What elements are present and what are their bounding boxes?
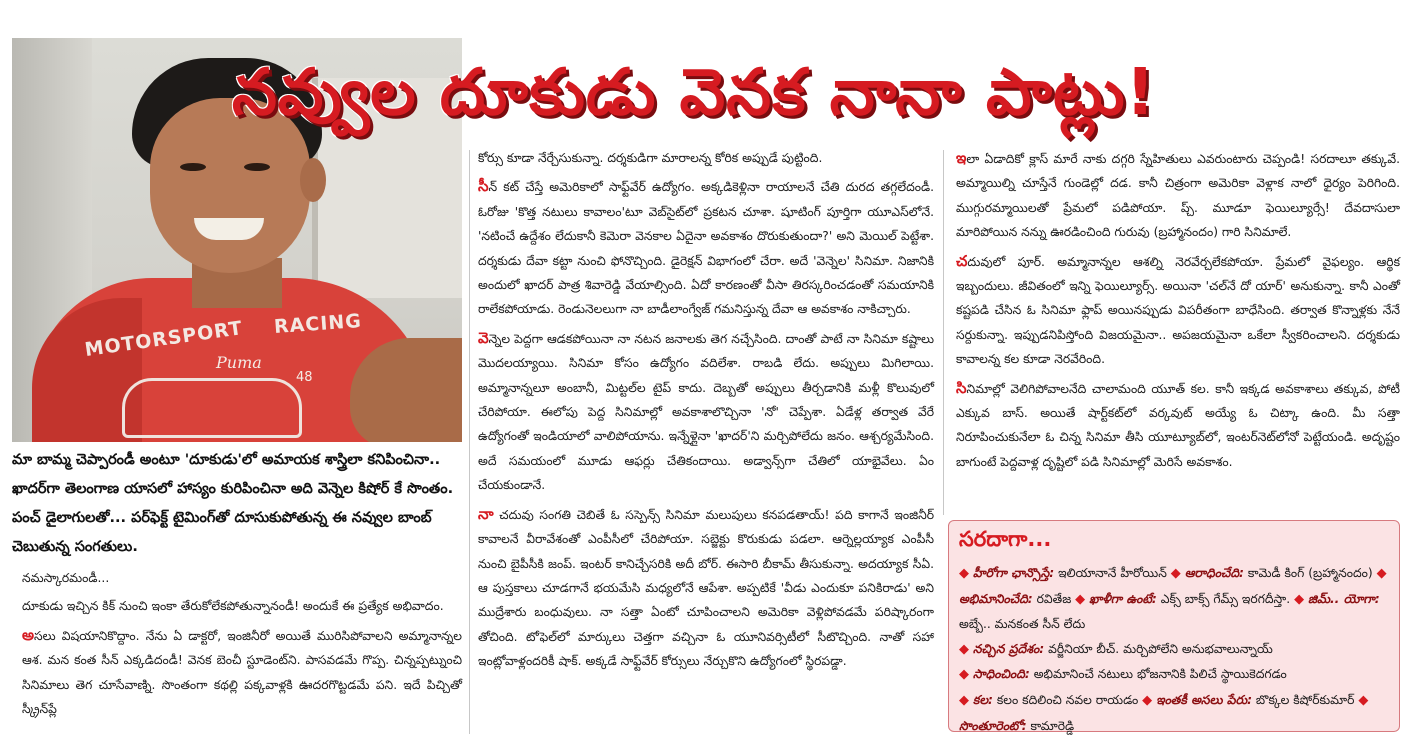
fact-label: అభిమానించేది: [959,591,1033,606]
dropcap: సీ [478,177,489,196]
diamond-bullet-icon: ◆ [1376,566,1387,581]
paragraph-text: దువులో పూర్. అమ్మానాన్నల ఆశల్ని నెరవేర్చలేకపోయా. ప్రేమలో వైఫల్యం. ఆర్థిక ఇబ్బందులు. జీవితంలో ఇన్ని ఫెయిల్యూర్స్. అయినా 'చల్‌నే దో యార్' అనుకున్నా. కానీ ఎంతో కష్టపడి చేసిన ఓ సినిమా ఫ్లాప్ అయినప్పుడు విపరీతంగా బాధేసింది. తర్వాత కొన్నాళ్లకు నేనే సర్దుకున్నా. ఇప్పుడనిపిస్తోంది విజయమైనా.. అపజయమైనా ఒకేలా స్వీకరించాలని. దర్శకుడు కావాలన్న కల కూడా నెరవేరింది. [956,254,1400,367]
diamond-bullet-icon: ◆ [1294,591,1305,607]
paragraph [478,502,934,674]
fact-label: హీరోగా ఛాన్సొస్తే: [972,566,1055,580]
paragraph [22,623,462,722]
photo-smile [194,218,264,240]
fun-facts-box [948,520,1400,732]
diamond-bullet-icon: ◆ [1142,692,1153,708]
dropcap: అ [22,625,35,644]
fact-text: రవితేజ [1032,591,1072,606]
photo-ear [300,158,326,202]
diamond-bullet-icon: ◆ [1075,591,1086,607]
fact-label: ఆరాధించేది: [1184,566,1244,580]
fact-text: కామారెడ్డి [1026,718,1075,733]
paragraph-text: కోర్సు కూడా నేర్చేసుకున్నా. దర్శకుడిగా మారాలన్న కోరిక అప్పుడే పుట్టింది. [478,151,823,165]
fact-label: నచ్చిన ప్రదేశం: [972,641,1045,656]
fact-text: బొక్కల కిషోర్‌కుమార్ [1252,692,1355,707]
shirt-print-car-icon [122,378,302,438]
dropcap: నా [478,504,494,523]
paragraph [22,594,462,618]
paragraph-text: చదువు సంగతి చెబితే ఓ సస్పెన్స్ సినిమా మలుపులు కనపడతాయ్! పది కాగానే ఇంజినీర్ కావాలనే వీరావేశంతో ఎంపీసీలో చేరిపోయా. సబ్జెక్టు కొరుకుడు పడలా. ఆర్నెల్లయ్యాక ఎంపీసీ నుంచి బైపీసీకి జంప్. ఇంటర్ కానిచ్చేసరికి అదీ బోర్. ఈసారి బీకామ్ తీసుకున్నా. అదయ్యాక సీఏ. ఆ పుస్తకాలు చూడగానే భయమేసి మధ్యలోనే ఆపేశా. అప్పటికే 'వీడు ఎందుకూ పనికిరాడు' అని ముద్రేశారు బంధువులు. నా సత్తా ఏంటో చూపించాలని అమెరికా వెళ్లిపోవడమే పరిష్కారంగా తోచింది. టోఫెల్‌లో మార్కులు చెత్తగా వచ్చినా ఓ యూనివర్సిటీలో సీటొచ్చింది. నాతో సహా ఇంట్లోవాళ్లందరికీ షాక్. అక్కడే సాఫ్ట్‌వేర్ కోర్సులు నేర్చుకొని ఉద్యోగంలో స్థిరపడ్డా. [478,507,934,669]
diamond-bullet-icon: ◆ [1358,692,1369,708]
paragraph-text: న్నెల పెద్దగా ఆడకపోయినా నా నటన జనాలకు తెగ నచ్చేసింది. దాంతో పాటే నా సినిమా కష్టాలు మొదలయ్యాయి. సినిమా కోసం ఉద్యోగం వదిలేశా. రాబడి లేదు. అప్పులు మిగిలాయి. అమ్మానాన్నలూ అంబానీ, మిట్టల్‌ల టైప్ కాదు. దెబ్బతో అప్పులు తీర్చడానికి మళ్లీ కొలువులో చేరిపోయా. ఈలోపు పెద్ద సినిమాల్లో అవకాశాలొచ్చినా 'నో' చెప్పేశా. ఏడేళ్ల తర్వాత వేరే ఉద్యోగంతో ఇండియాలో వాలిపోయాను. ఇన్నేళ్లైనా 'ఖాదర్'ని మర్చిపోలేదు జనం. ఆశ్చర్యమేసింది. అదే సమయంలో మూడు ఆఫర్లు చేతికందాయి. అడ్వాన్స్‌గా చేతిలో యాభైవేలు. ఏం చేయకుండానే. [478,331,934,493]
fact-text: అబ్బే.. మనకంత సీన్ లేదు [959,617,1086,632]
fact-label: జిమ్.. యోగా: [1307,591,1380,606]
fun-facts-title: సరదాగా... [959,527,1052,551]
dropcap: ఇ [956,149,967,167]
fact-label: సొంతూరెంటో: [959,718,1027,733]
fun-facts-list [959,561,1389,737]
fact-label: ఇంతకీ అసలు పేరు: [1156,692,1252,707]
fact-label: కల: [972,692,993,707]
paragraph [478,146,934,170]
diamond-bullet-icon: ◆ [959,566,969,581]
article-headline: నవ్వుల దూకుడు వెనక నానా పాట్లు! [232,56,1156,130]
shirt-print-number: 48 [296,370,313,385]
shirt-print-racing: RACING [273,309,363,339]
fact-text: అభిమానించే నటులు భోజనానికి పిలిచే స్థాయికెదగడం [1029,667,1287,682]
article-intro: మా బామ్మ చెప్పారండీ అంటూ 'దూకుడు'లో అమాయక శాస్త్రిలా కనిపించినా.. ఖాదర్‌గా తెలంగాణ యాసలో హాస్యం కురిపించినా అది వెన్నెల కిషోర్ కే సొంతం. పంచ్ డైలాగులతో... పర్‌ఫెక్ట్ టైమింగ్‌తో దూసుకుపోతున్న ఈ నవ్వుల బాంబ్ చెబుతున్న సంగతులు. [12,452,454,555]
paragraph [956,249,1400,372]
diamond-bullet-icon: ◆ [1170,566,1181,581]
paragraph-text: సలు విషయానికొద్దాం. నేను ఏ డాక్టరో, ఇంజినీరో అయితే మురిసిపోవాలని అమ్మానాన్నల ఆశ. మన కంత సీన్ ఎక్కడిదండీ! వెనక బెంచీ స్టూడెంట్‌ని. పాసవడమే గొప్ప. చిన్నప్పట్నుంచి సినిమాలు తెగ చూసేవాణ్ని. సొంతంగా కథల్లి పక్కవాళ్లకి ఊదరగొట్టడమే పని. ఇదే పిచ్చితో స్క్రీన్‌ప్లే [22,628,462,717]
article-column-2 [478,146,934,678]
shirt-print-motorsport: MOTORSPORT [83,317,245,362]
photo-eye-left [180,163,206,171]
fact-text: ఇలియానానే హీరోయిన్ [1054,566,1167,580]
column-divider-2 [943,150,944,515]
dropcap: చ [956,251,968,270]
paragraph [956,146,1400,245]
paragraph [478,326,934,498]
column-divider-1 [469,150,470,734]
fact-text: వర్జీనియా బీచ్. మర్చిపోలేని అనుభవాలున్నాయ్ [1044,641,1273,656]
article-column-3 [956,146,1400,478]
photo-eye-right [244,163,270,171]
paragraph-text: న్ కట్ చేస్తే అమెరికాలో సాఫ్ట్‌వేర్ ఉద్యోగం. అక్కడికెళ్లినా రాయాలనే చేతి దురద తగ్గలేదండీ. ఓరోజు 'కొత్త నటులు కావాలం'టూ వెబ్‌సైట్‌లో ప్రకటన చూశా. షూటింగ్ పూర్తిగా యూఎస్‌లోనే. 'నటించే ఉద్దేశం లేదుకానీ కెమెరా వెనకాల ఏదైనా అవకాశం దొరుకుతుందా?' అని మెయిల్ పెట్టేశా. దర్శకుడు దేవా కట్టా నుంచి ఫోనొచ్చింది. డైరెక్షన్ విభాగంలో చేరా. అదే 'వెన్నెల' సినిమా. నిజానికి అందులో ఖాదర్ పాత్ర శివారెడ్డి వేయాల్సింది. ఏదో కారణంతో వీసా తిరస్కరించడంతో సమయానికి రాలేకపోయాడు. రెండునెలలుగా నా బాడీలాంగ్వేజ్ గమనిస్తున్న దేవా ఆ అవకాశం నాకిచ్చారు. [478,180,934,317]
article-column-1 [22,566,462,725]
paragraph-text: లా ఏడాదికో క్లాస్ మారే నాకు దగ్గరి స్నేహితులు ఎవరుంటారు చెప్పండి! సరదాలూ తక్కువే. అమ్మాయిల్ని చూస్తేనే గుండెల్లో దడ. కానీ చిత్రంగా అమెరికా వెళ్లాక నాలో ధైర్యం పెరిగింది. ముగ్గురమ్మాయిలతో ప్రేమలో పడిపోయా. ప్చ్. మూడూ ఫెయిల్యూర్సే! దేవదాసులా మారిపోయిన నన్ను ఊరడించింది గురువు (బ్రహ్మానందం) గారి సినిమాలే. [956,152,1401,240]
fact-text: కలం కదిలించి నవల రాయడం [992,692,1139,707]
fact-label: సాధించింది: [972,667,1030,682]
shirt-print-brand: Puma [216,353,262,372]
diamond-bullet-icon: ◆ [959,667,969,683]
paragraph-greeting: నమస్కారమండీ... [22,571,110,585]
dropcap: సి [956,378,967,397]
diamond-bullet-icon: ◆ [959,641,969,657]
dropcap: వె [478,328,489,347]
fact-label: ఖాళీగా ఉంటే: [1089,591,1157,606]
diamond-bullet-icon: ◆ [959,692,969,708]
paragraph-text: దూకుడు ఇచ్చిన కిక్ నుంచి ఇంకా తేరుకోలేకపోతున్నానండీ! అందుకే ఈ ప్రత్యేక అభివాదం. [22,599,444,614]
fact-text: కామెడీ కింగ్ (బ్రహ్మానందం) [1243,566,1373,580]
paragraph [478,174,934,321]
paragraph [956,376,1400,475]
paragraph-text: నిమాల్లో వెలిగిపోవాలనేది చాలామంది యూత్ కల. కానీ ఇక్కడ అవకాశాలు తక్కువ, పోటీ ఎక్కువ బాస్. అయితే షార్ట్‌కట్‌లో వర్కవుట్ అయ్యే ఓ చిట్కా ఉంది. మీ సత్తా నిరూపించుకునేలా ఓ చిన్న సినిమా తీసి యూట్యూబ్‌లో, ఇంటర్‌నెట్‌లోనో పెట్టేయండి. అదృష్టం బాగుంటే పెద్దవాళ్ల దృష్టిలో పడి సినిమాల్లో మెరిసే అవకాశం. [956,381,1400,469]
fact-text: ఎక్స్ బాక్స్ గేమ్స్ ఇరగదీస్తా. [1156,591,1291,606]
